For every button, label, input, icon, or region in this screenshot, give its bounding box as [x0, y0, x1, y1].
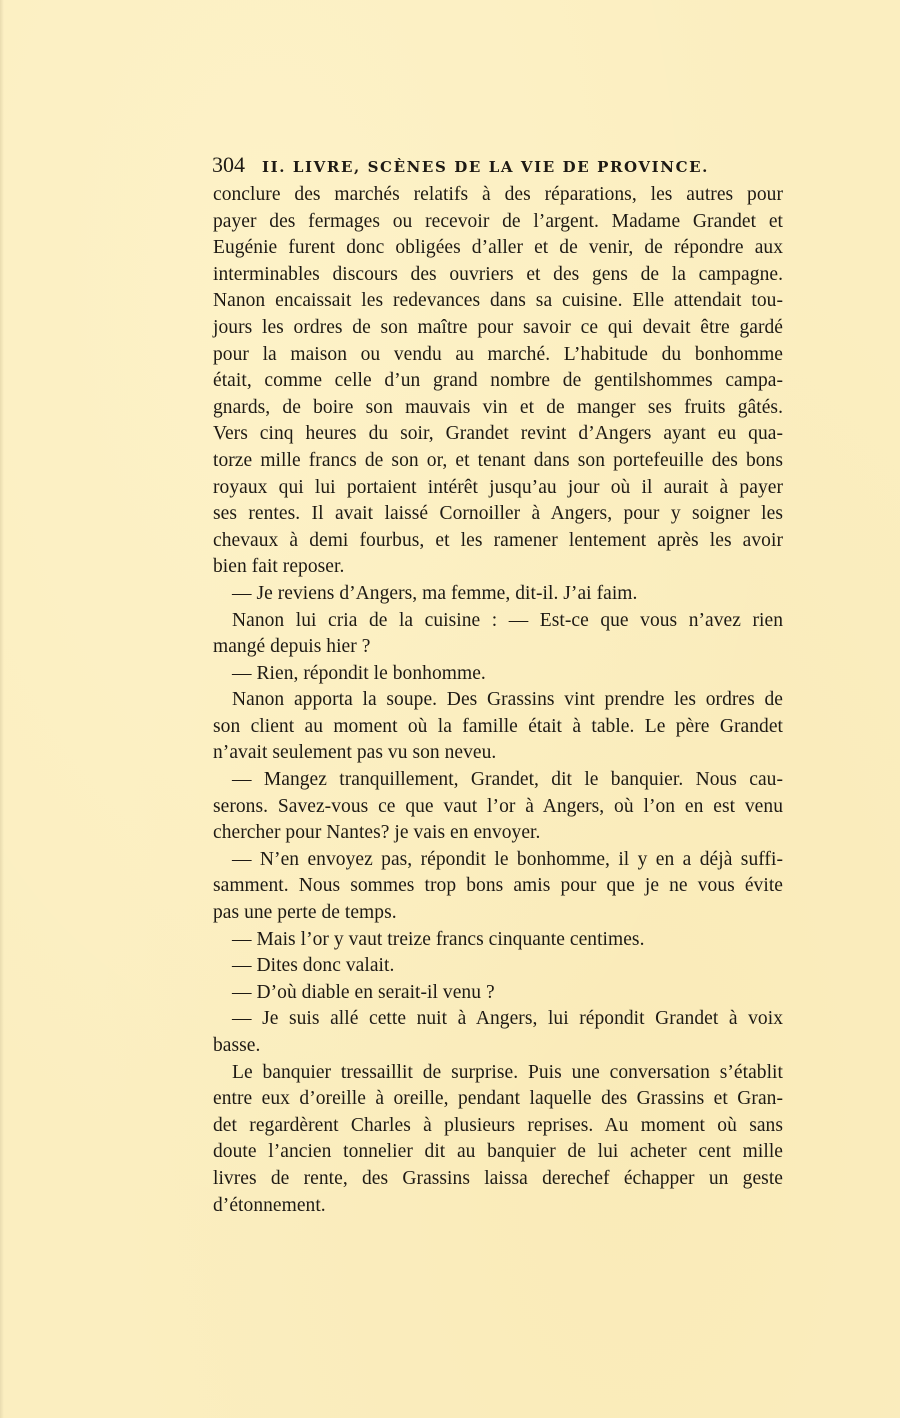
text-line: Nanon apporta la soupe. Des Grassins vint prendre les ordres de	[232, 689, 783, 711]
text-line: — Dites donc valait.	[232, 955, 395, 977]
text-line: pour la maison ou vendu au marché. L’habitude du bonhomme	[213, 343, 783, 365]
body-text	[213, 182, 783, 1219]
text-line: doute l’ancien tonnelier dit au banquier de lui acheter cent mille	[213, 1141, 783, 1163]
text-line: basse.	[213, 1035, 261, 1056]
text-line: — Je reviens d’Angers, ma femme, dit-il. J’ai faim.	[232, 582, 638, 604]
text-line: conclure des marchés relatifs à des réparations, les autres pour	[213, 184, 783, 205]
text-line: jours les ordres de son maître pour savoir ce qui devait être gardé	[213, 316, 783, 338]
text-line: livres de rente, des Grassins laissa derechef échapper un geste	[213, 1167, 783, 1189]
running-head	[212, 152, 787, 182]
text-line: Nanon encaissait les redevances dans sa cuisine. Elle attendait tou-	[213, 290, 783, 312]
text-line: — Mangez tranquillement, Grandet, dit le banquier. Nous cau-	[232, 769, 783, 791]
text-line: Le banquier tressaillit de surprise. Puis une conversation s’établit	[232, 1061, 783, 1083]
text-line: torze mille francs de son or, et tenant dans son portefeuille des bons	[213, 449, 783, 471]
text-line: — D’où diable en serait-il venu ?	[232, 981, 495, 1003]
text-line: det regardèrent Charles à plusieurs reprises. Au moment où sans	[213, 1114, 783, 1136]
text-line: — Je suis allé cette nuit à Angers, lui répondit Grandet à voix	[232, 1008, 783, 1030]
text-line: était, comme celle d’un grand nombre de gentilshommes campa-	[213, 370, 783, 392]
text-line: serons. Savez-vous ce que vaut l’or à Angers, où l’on en est venu	[213, 795, 783, 817]
text-line: d’étonnement.	[213, 1194, 326, 1216]
page-edge-shadow	[0, 0, 4, 1418]
text-line: samment. Nous sommes trop bons amis pour que je ne vous évite	[213, 875, 783, 897]
text-line: n’avait seulement pas vu son neveu.	[213, 742, 497, 764]
text-line: son client au moment où la famille était à table. Le père Grandet	[213, 715, 783, 737]
text-line: Eugénie furent donc obligées d’aller et de venir, de répondre aux	[213, 237, 783, 259]
text-line: gnards, de boire son mauvais vin et de manger ses fruits gâtés.	[213, 396, 783, 418]
text-line: — N’en envoyez pas, répondit le bonhomme, il y en a déjà suffi-	[232, 848, 783, 870]
text-line: Nanon lui cria de la cuisine : — Est-ce que vous n’avez rien	[232, 609, 783, 631]
text-line: entre eux d’oreille à oreille, pendant laquelle des Grassins et Gran-	[213, 1088, 783, 1110]
text-line: pas une perte de temps.	[213, 902, 397, 924]
text-line: chevaux à demi fourbus, et les ramener lentement après les avoir	[213, 529, 783, 551]
text-line: Vers cinq heures du soir, Grandet revint d’Angers ayant eu qua-	[213, 423, 783, 445]
text-line: — Rien, répondit le bonhomme.	[232, 662, 486, 684]
text-line: interminables discours des ouvriers et des gens de la campagne.	[213, 263, 783, 285]
running-title: II. LIVRE, SCÈNES DE LA VIE DE PROVINCE.	[262, 158, 709, 176]
text-line: ses rentes. Il avait laissé Cornoiller à Angers, pour y soigner les	[213, 503, 783, 525]
text-line: royaux qui lui portaient intérêt jusqu’au jour où il aurait à payer	[213, 476, 783, 498]
text-line: chercher pour Nantes? je vais en envoyer.	[213, 822, 541, 844]
text-line: — Mais l’or y vaut treize francs cinquante centimes.	[232, 928, 645, 950]
page-number: 304	[212, 152, 245, 177]
text-line: mangé depuis hier ?	[213, 636, 371, 658]
text-line: payer des fermages ou recevoir de l’argent. Madame Grandet et	[213, 210, 783, 232]
text-line: bien fait reposer.	[213, 556, 345, 578]
